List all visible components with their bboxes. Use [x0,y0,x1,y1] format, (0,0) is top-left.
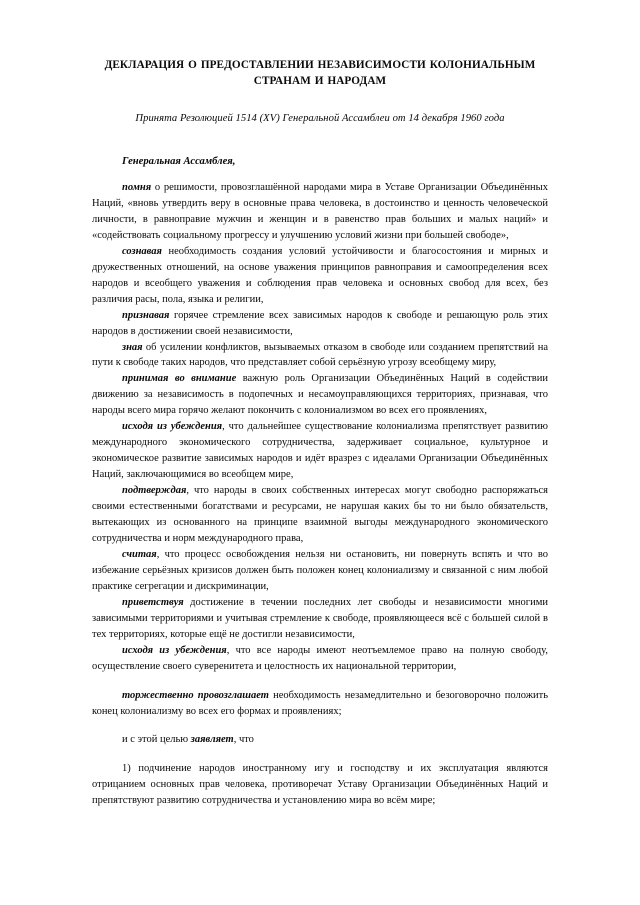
preamble-text: достижение в течении последних лет свободы и независимости многими зависимыми территориями и учитывая стремление к свободе, проявляющееся всё с большей силой в тех территориях, которые ещё не достигли независимости, [92,596,548,640]
preamble-lead: помня [122,182,152,193]
salutation: Генеральная Ассамблея, [122,155,236,167]
preamble-paragraph [92,180,548,244]
proclamation-paragraph [92,688,548,720]
preamble-paragraph [92,419,548,483]
preamble-text: , что все народы имеют неотъемлемое право на полную свободу, осуществление своего суверенитета и целостность их национальной территории, [92,644,548,672]
preamble-paragraph [92,643,548,675]
preamble-text: , что народы в своих собственных интересах могут свободно распоряжаться своими естественными богатствами и ресурсами, не нарушая каких бы то ни было обязательств, вытекающих из основанного на принципе взаимной выгоды международного экономического сотрудничества и норм международного права, [92,485,548,544]
section-spacer [92,719,548,732]
item-text: подчинение народов иностранному игу и господству и их эксплуатация являются отрицанием основных прав человека, противоречат Уставу Организации Объединённых Наций и препятствуют развитию сотрудничества и установлению мира во всём мире; [92,763,548,807]
page-title: ДЕКЛАРАЦИЯ О ПРЕДОСТАВЛЕНИИ НЕЗАВИСИМОСТИ КОЛОНИАЛЬНЫМ СТРАНАМ И НАРОДАМ [104,59,536,87]
declares-prefix: и с этой целью [122,734,191,746]
preamble-text: горячее стремление всех зависимых народов к свободе и решающую роль этих народов в достижении своей независимости, [92,309,548,337]
section-spacer [92,748,548,761]
preamble-text: , что дальнейшее существование колониализма препятствует развитию международного экономического сотрудничества, задерживает социальное, культурное и экономическое развитие зависимых народов и идёт вразрез с идеалами Организации Объединённых Наций, заключающимися во всеобщем мире, [92,421,548,481]
preamble-text: важную роль Организации Объединённых Наций в содействии движению за независимость в подопечных и несамоуправляющихся территориях, признавая, что народы всего мира горячо желают покончить с колониализмом во всех его проявлениях, [92,373,548,417]
preamble-text: необходимость создания условий устойчивости и благосостояния и мирных и дружественных отношений, на основе уважения принципов равноправия и самоопределения всех народов и всеобщего уважения и соблюдения прав человека и основных свобод для всех, без различия расы, пола, языка и религии, [92,245,548,305]
preamble-lead: исходя из убеждения [122,644,227,656]
declares-suffix: , что [233,734,254,746]
preamble-text: об усилении конфликтов, вызываемых отказом в свободе или созданием препятствий на пути к свободе таких народов, что представляет собой серьёзную угрозу всеобщему миру, [92,341,548,369]
document-content-column [92,0,548,809]
preamble-paragraph [92,244,548,308]
document-subtitle: Принята Резолюцией 1514 (XV) Генеральной Ассамблеи от 14 декабря 1960 года [135,112,505,124]
section-spacer [92,675,548,688]
preamble-text: , что процесс освобождения нельзя ни остановить, ни повернуть вспять и что во избежание серьёзных кризисов должен быть положен конец колониализму и связанной с ним любой практике сегрегации и дискриминации, [92,548,548,592]
preamble-lead: подтверждая [122,485,187,497]
proclamation-lead: торжественно провозглашает [122,689,269,701]
preamble-lead: исходя из убеждения [122,421,223,433]
preamble-lead: признавая [122,309,170,321]
list-item [92,761,548,809]
preamble-lead: зная [122,341,143,353]
preamble-lead: приветствуя [122,596,184,608]
proclamation-text: необходимость незамедлительно и безоговорочно положить конец колониализму во всех его формах и проявлениях; [92,689,548,717]
item-number: 1) [122,763,131,775]
preamble-lead: сознавая [122,245,162,257]
preamble-paragraph [92,595,548,643]
preamble-lead: считая [122,548,157,560]
preamble-paragraph [92,371,548,419]
preamble-lead: принимая во внимание [122,373,237,385]
preamble-block [92,169,548,675]
preamble-paragraph [92,308,548,340]
declares-lead: заявляет [190,734,234,746]
preamble-paragraph [92,483,548,547]
declares-paragraph [92,732,548,748]
preamble-text: о решимости, провозглашённой народами мира в Уставе Организации Объединённых Наций, «вновь утвердить веру в основные права человека, в достоинство и ценность человеческой личности, в равноправие мужчин и женщин и в равенство прав больших и малых наций» и «содействовать социальному прогрессу и улучшению условий жизни при большей свободе», [92,182,548,241]
preamble-paragraph [92,547,548,595]
preamble-paragraph [92,340,548,372]
